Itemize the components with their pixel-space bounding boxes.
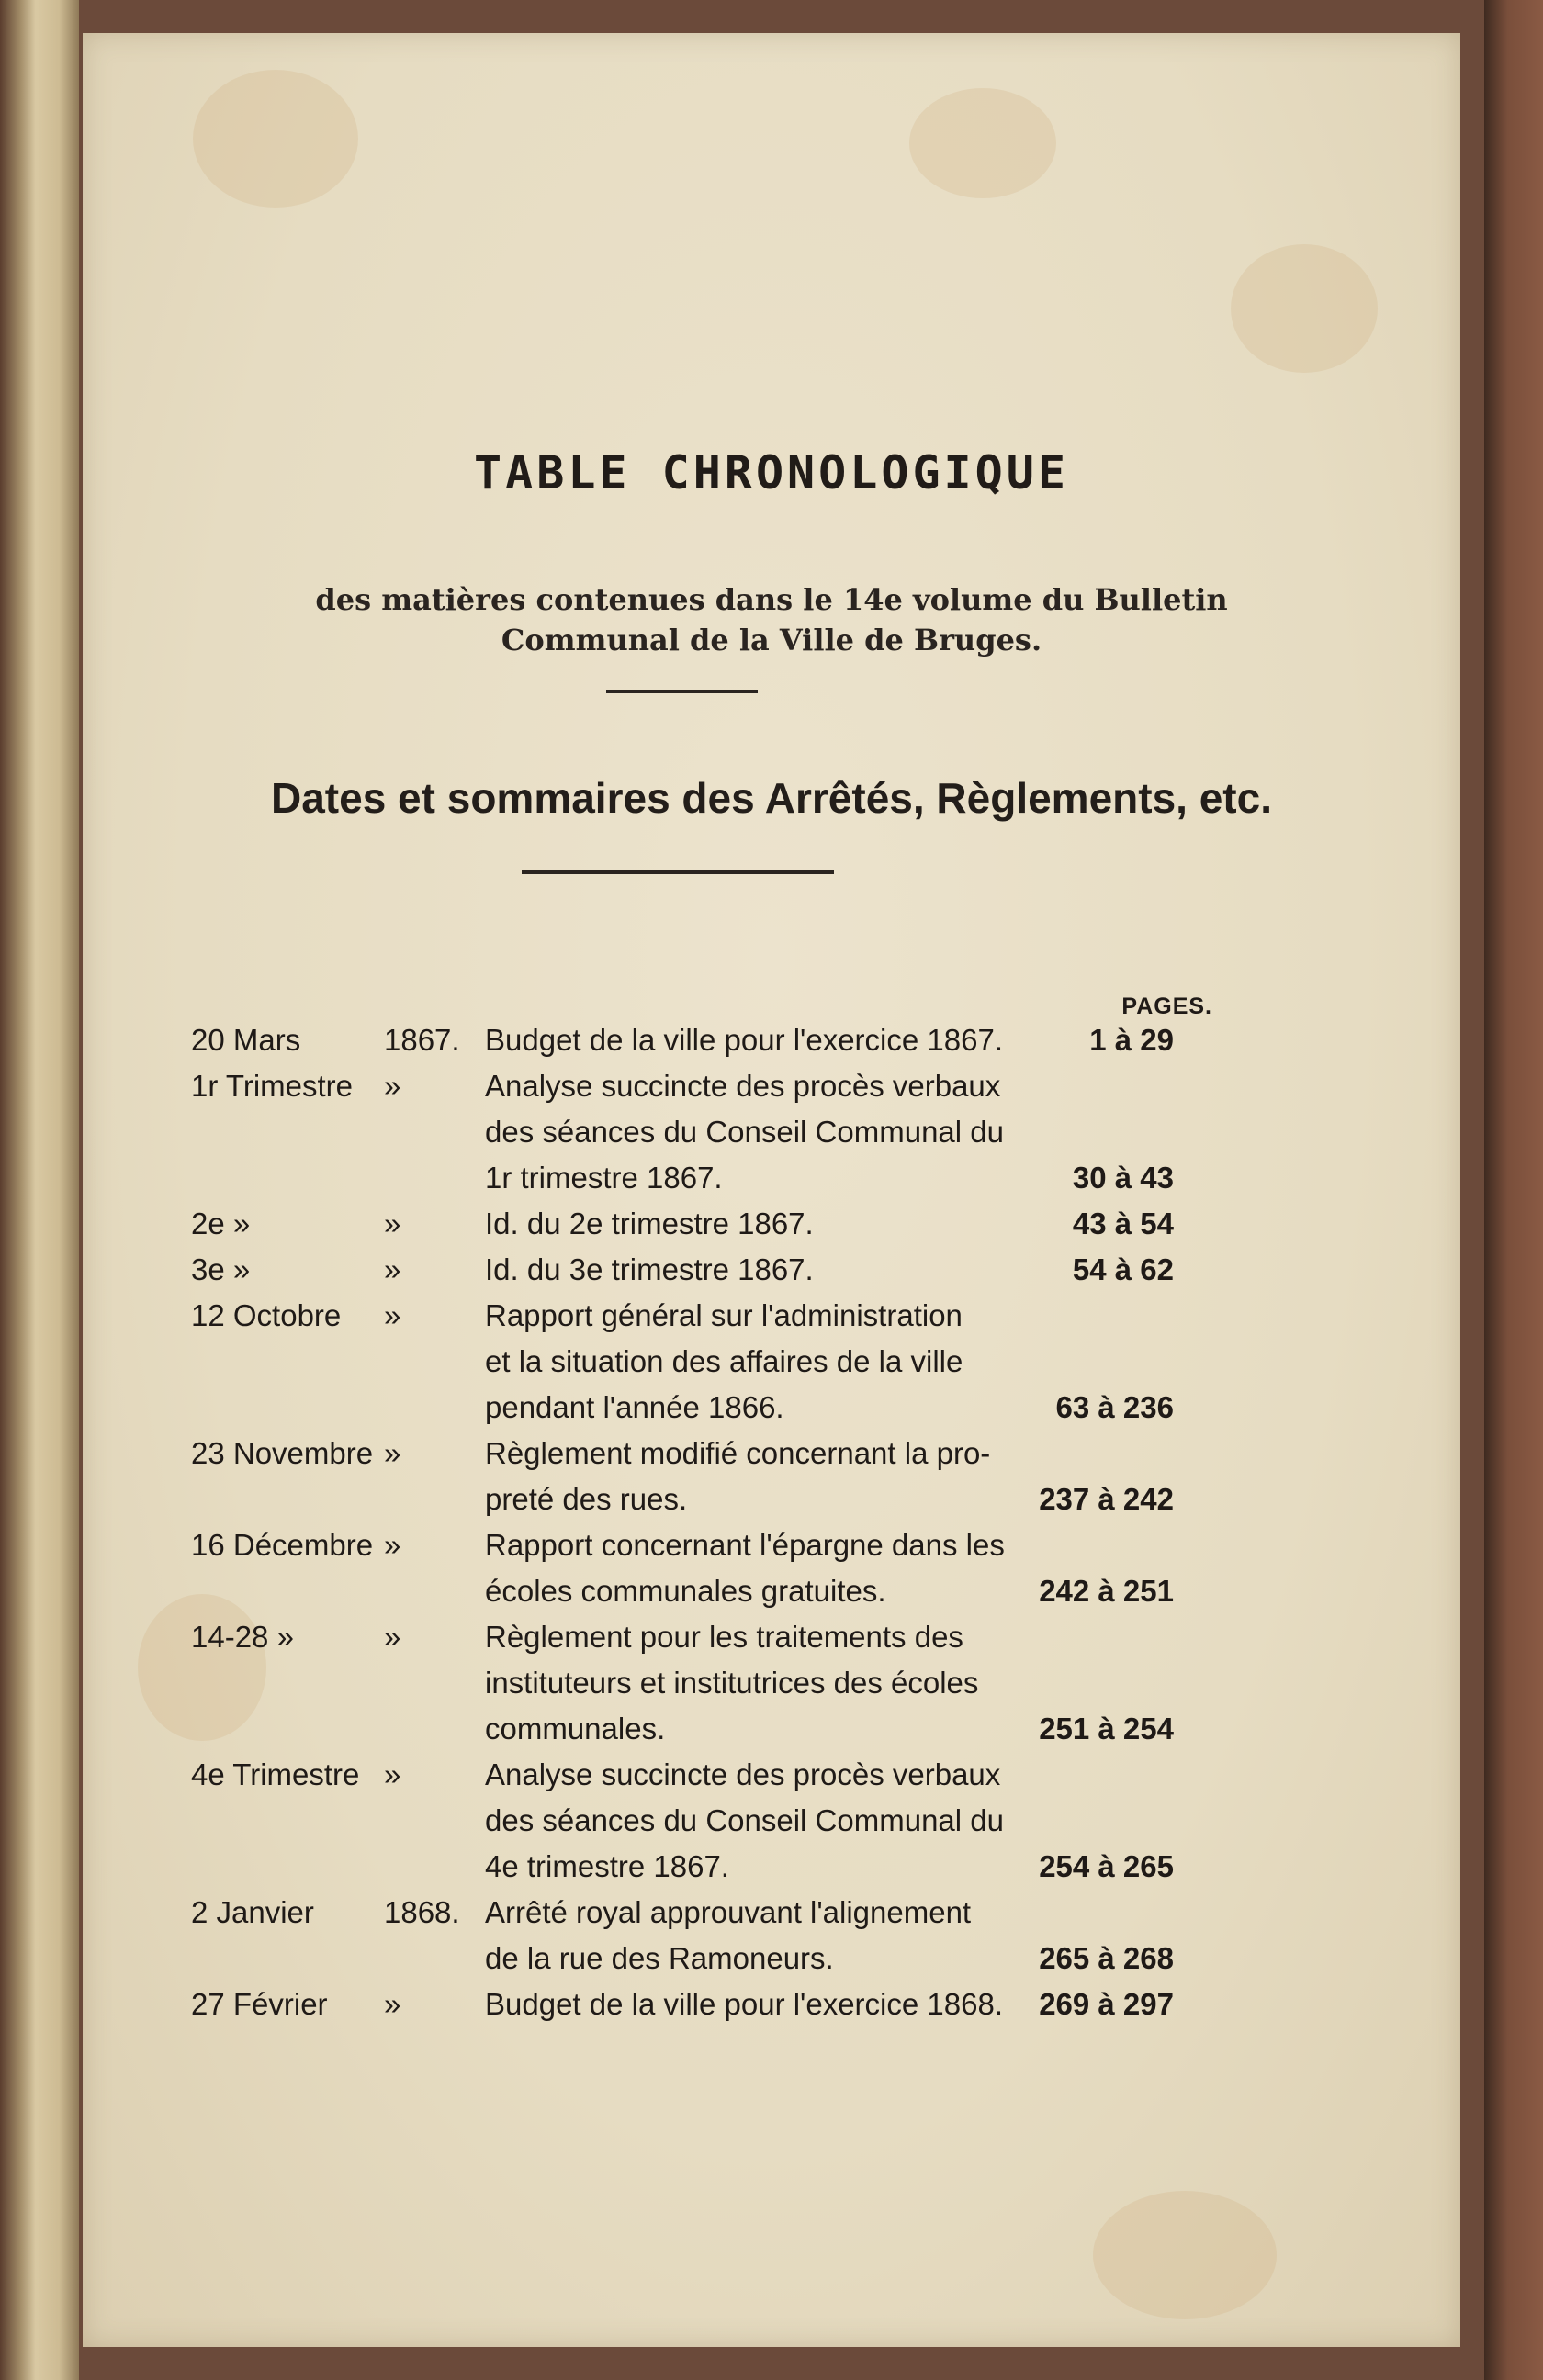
table-row (191, 1431, 1293, 1522)
entry-description (485, 1201, 1018, 1247)
entry-line: 4e trimestre 1867. (485, 1849, 729, 1883)
table-row (191, 1247, 1293, 1293)
entry-line: pendant l'année 1866. (485, 1390, 784, 1424)
entry-date-year: » (384, 1987, 401, 2021)
page-title: TABLE CHRONOLOGIQUE (474, 446, 1069, 500)
entry-description (485, 1063, 1018, 1201)
entry-pages-cell (1018, 1752, 1174, 1890)
entry-date (191, 1247, 485, 1293)
entry-line: Budget de la ville pour l'exercice 1867. (485, 1023, 1003, 1057)
entry-date-year: » (384, 1298, 401, 1332)
book-cover-edge (1484, 0, 1543, 2380)
entry-description (485, 1247, 1018, 1293)
entry-pages-cell (1018, 1981, 1174, 2027)
entry-date-main: 23 Novembre (191, 1436, 374, 1470)
entry-pages-cell (1018, 1522, 1174, 1614)
entry-date-main: 3e » (191, 1252, 251, 1286)
entry-date (191, 1063, 485, 1201)
entry-pages: 54 à 62 (1072, 1252, 1174, 1286)
entry-date-year: » (384, 1207, 401, 1241)
entry-line: Analyse succincte des procès verbaux (485, 1069, 1001, 1103)
entry-line: Règlement modifié concernant la pro- (485, 1436, 991, 1470)
table-row (191, 1201, 1293, 1247)
entry-date-main: 16 Décembre (191, 1528, 374, 1562)
entry-description (485, 1017, 1018, 1063)
entry-date-year: » (384, 1069, 401, 1103)
previous-page-edge (0, 0, 79, 2380)
entry-description (485, 1431, 1018, 1522)
divider (606, 690, 758, 693)
entry-pages: 1 à 29 (1089, 1023, 1174, 1057)
section-heading: Dates et sommaires des Arrêtés, Règlements, etc. (270, 774, 1272, 822)
entry-description (485, 1293, 1018, 1431)
entry-description (485, 1890, 1018, 1981)
entry-pages-cell (1018, 1890, 1174, 1981)
table-row (191, 1981, 1293, 2027)
entry-date-main: 20 Mars (191, 1023, 301, 1057)
table-row (191, 1017, 1293, 1063)
entry-date (191, 1614, 485, 1752)
table-row (191, 1752, 1293, 1890)
table-row (191, 1522, 1293, 1614)
entry-line: Rapport concernant l'épargne dans les (485, 1528, 1005, 1562)
entry-date-year: » (384, 1436, 401, 1470)
entry-pages: 254 à 265 (1039, 1849, 1174, 1883)
entry-line: Arrêté royal approuvant l'alignement (485, 1895, 972, 1929)
entry-date-year: » (384, 1252, 401, 1286)
subtitle-line-1: des matières contenues dans le 14e volume du Bulletin (315, 582, 1228, 617)
entry-line: de la rue des Ramoneurs. (485, 1941, 834, 1975)
entry-line: et la situation des affaires de la ville (485, 1344, 963, 1378)
document-page (83, 33, 1460, 2347)
entry-line: communales. (485, 1712, 666, 1746)
stain (1093, 2191, 1277, 2319)
entry-line: Règlement pour les traitements des (485, 1620, 963, 1654)
entry-date-year: 1867. (384, 1023, 460, 1057)
entry-line: Id. du 2e trimestre 1867. (485, 1207, 814, 1241)
entry-date-main: 4e Trimestre (191, 1757, 360, 1791)
stain (1231, 244, 1378, 373)
entry-pages: 237 à 242 (1039, 1482, 1174, 1516)
entry-line: preté des rues. (485, 1482, 688, 1516)
entry-pages: 43 à 54 (1072, 1207, 1174, 1241)
entry-line: Id. du 3e trimestre 1867. (485, 1252, 814, 1286)
stain (909, 88, 1056, 198)
entry-date-main: 14-28 » (191, 1620, 294, 1654)
entry-date (191, 1981, 485, 2027)
entry-date-main: 2e » (191, 1207, 251, 1241)
entry-date-year: 1868. (384, 1895, 460, 1929)
entry-date-main: 1r Trimestre (191, 1069, 354, 1103)
pages-column-header: PAGES. (1121, 994, 1212, 1019)
entry-pages-cell (1018, 1247, 1174, 1293)
entry-pages-cell (1018, 1614, 1174, 1752)
entry-line: Rapport général sur l'administration (485, 1298, 963, 1332)
entry-date (191, 1752, 485, 1890)
entry-date-main: 27 Février (191, 1987, 328, 2021)
chronological-table (191, 1017, 1293, 2027)
divider (522, 870, 834, 874)
entry-pages: 63 à 236 (1055, 1390, 1174, 1424)
entry-pages-cell (1018, 1017, 1174, 1063)
entry-pages-cell (1018, 1201, 1174, 1247)
entry-date (191, 1017, 485, 1063)
table-row (191, 1293, 1293, 1431)
entry-line: instituteurs et institutrices des écoles (485, 1666, 979, 1700)
table-row (191, 1614, 1293, 1752)
entry-line: des séances du Conseil Communal du (485, 1115, 1004, 1149)
entry-description (485, 1614, 1018, 1752)
entry-pages-cell (1018, 1063, 1174, 1201)
entry-date-main: 12 Octobre (191, 1298, 342, 1332)
subtitle-line-2: Communal de la Ville de Bruges. (501, 623, 1042, 657)
entry-line: Analyse succincte des procès verbaux (485, 1757, 1001, 1791)
entry-line: des séances du Conseil Communal du (485, 1803, 1004, 1837)
entry-line: écoles communales gratuites. (485, 1574, 886, 1608)
entry-date-year: » (384, 1620, 401, 1654)
entry-date (191, 1522, 485, 1614)
entry-line: 1r trimestre 1867. (485, 1161, 723, 1195)
entry-date (191, 1890, 485, 1981)
entry-line: Budget de la ville pour l'exercice 1868. (485, 1987, 1003, 2021)
table-row (191, 1890, 1293, 1981)
entry-pages: 242 à 251 (1039, 1574, 1174, 1608)
entry-date-year: » (384, 1757, 401, 1791)
entry-pages: 30 à 43 (1072, 1161, 1174, 1195)
entry-description (485, 1752, 1018, 1890)
entry-pages-cell (1018, 1293, 1174, 1431)
entry-date (191, 1431, 485, 1522)
entry-pages: 251 à 254 (1039, 1712, 1174, 1746)
stain (193, 70, 358, 208)
entry-description (485, 1522, 1018, 1614)
entry-description (485, 1981, 1018, 2027)
entry-pages-cell (1018, 1431, 1174, 1522)
entry-date-main: 2 Janvier (191, 1895, 314, 1929)
table-row (191, 1063, 1293, 1201)
entry-date (191, 1201, 485, 1247)
entry-pages: 269 à 297 (1039, 1987, 1174, 2021)
entry-date-year: » (384, 1528, 401, 1562)
entry-date (191, 1293, 485, 1431)
entry-pages: 265 à 268 (1039, 1941, 1174, 1975)
